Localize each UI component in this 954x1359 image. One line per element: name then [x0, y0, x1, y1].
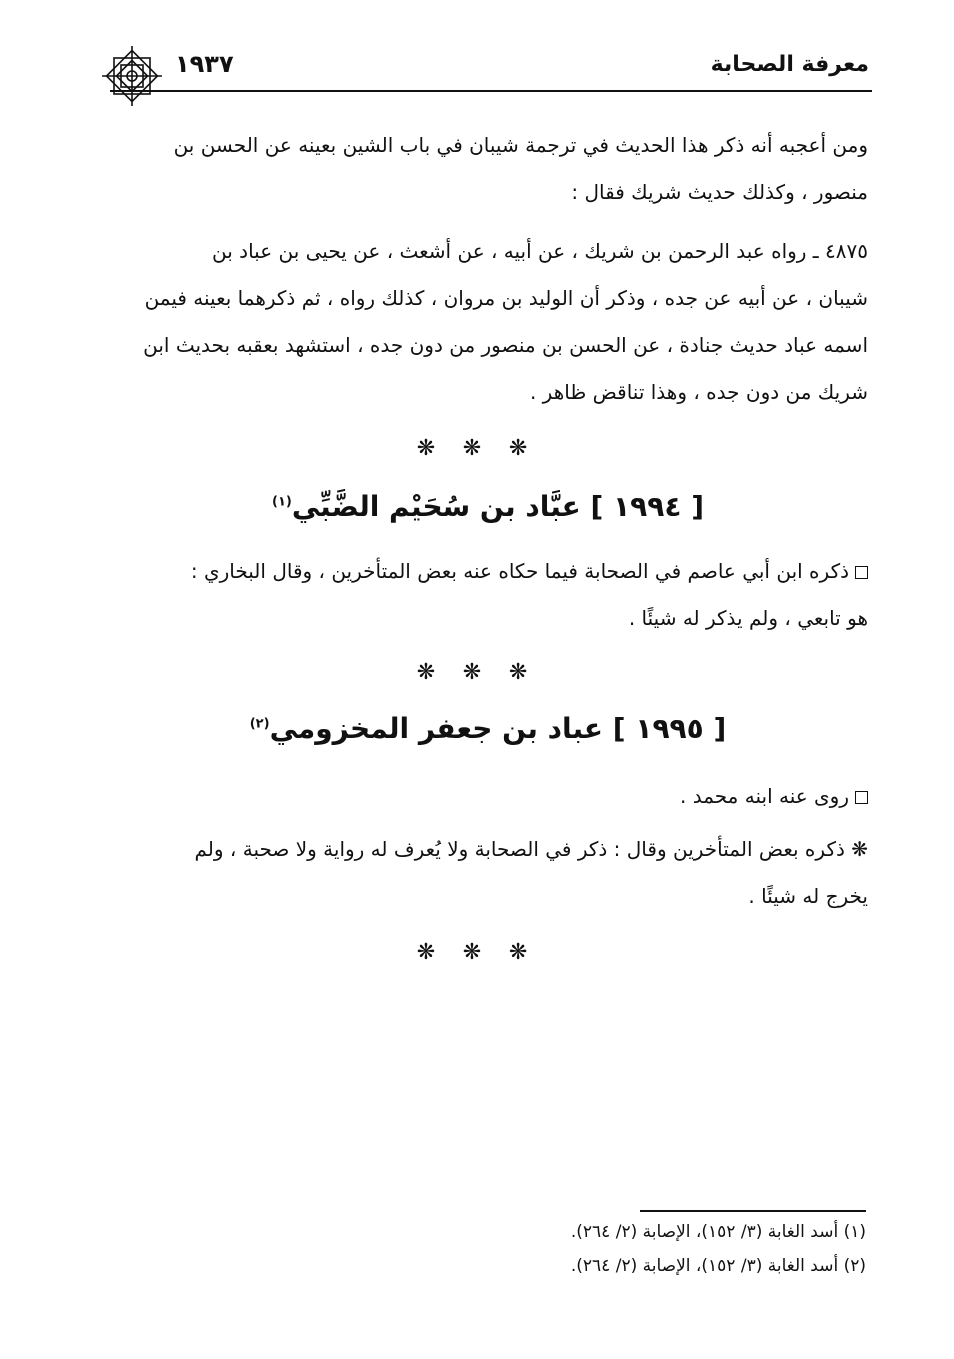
- separator-stars: ❋ ❋ ❋: [416, 940, 538, 965]
- footnote-marker: (٢): [249, 716, 270, 732]
- entry-1995-text: [108, 773, 868, 820]
- entry-title: [ ١٩٩٥ ] عباد بن جعفر المخزومي: [269, 712, 727, 745]
- entry-1994-text: [108, 548, 868, 642]
- separator-stars: ❋ ❋ ❋: [416, 436, 538, 461]
- octagram-ornament-icon: [100, 44, 164, 108]
- entry-heading-1995: [108, 712, 868, 745]
- text-line: هو تابعي ، ولم يذكر له شيئًا .: [628, 606, 868, 630]
- text-line: [108, 548, 868, 595]
- text-line: شيبان ، عن أبيه عن جده ، وذكر أن الوليد بن مروان ، كذلك رواه ، ثم ذكرهما بعينه فيمن: [144, 286, 868, 310]
- square-bullet-icon: [855, 566, 868, 579]
- text-line: ومن أعجبه أنه ذكر هذا الحديث في ترجمة شيبان في باب الشين بعينه عن الحسن بن: [173, 133, 868, 157]
- paragraph-2: [108, 228, 868, 416]
- text-line: يخرج له شيئًا .: [748, 884, 868, 908]
- text-span: ذكره ابن أبي عاصم في الصحابة فيما حكاه عنه بعض المتأخرين ، وقال البخاري :: [190, 559, 849, 583]
- paragraph-1: [108, 122, 868, 216]
- square-bullet-icon: [855, 791, 868, 804]
- text-line: منصور ، وكذلك حديث شريك فقال :: [571, 180, 868, 204]
- text-line: شريك من دون جده ، وهذا تناقض ظاهر .: [529, 380, 868, 404]
- text-line: ❋ ذكره بعض المتأخرين وقال : ذكر في الصحابة ولا يُعرف له رواية ولا صحبة ، ولم: [194, 837, 868, 861]
- header-rule: [110, 90, 872, 92]
- footnote-1: (١) أسد الغابة (٣/ ١٥٢)، الإصابة (٢/ ٢٦٤).: [570, 1222, 866, 1242]
- text-line: ٤٨٧٥ ـ رواه عبد الرحمن بن شريك ، عن أبيه ، عن أشعث ، عن يحيى بن عباد بن: [212, 239, 868, 263]
- text-line: [108, 773, 868, 820]
- footnote-marker: (١): [272, 494, 292, 510]
- entry-heading-1994: [108, 490, 868, 523]
- running-head-title: معرفة الصحابة: [710, 52, 869, 77]
- footnote-rule: [640, 1210, 866, 1212]
- footnote-2: (٢) أسد الغابة (٣/ ١٥٢)، الإصابة (٢/ ٢٦٤).: [570, 1256, 866, 1276]
- entry-title: [ ١٩٩٤ ] عبَّاد بن سُحَيْم الضَّبِّي: [291, 490, 704, 523]
- entry-1995-note: [108, 826, 868, 920]
- text-line: اسمه عباد حديث جنادة ، عن الحسن بن منصور من دون جده ، استشهد بعقبه بحديث ابن: [143, 333, 868, 357]
- page-number: ١٩٣٧: [175, 50, 234, 78]
- text-span: روى عنه ابنه محمد .: [679, 784, 849, 808]
- separator-stars: ❋ ❋ ❋: [416, 660, 538, 685]
